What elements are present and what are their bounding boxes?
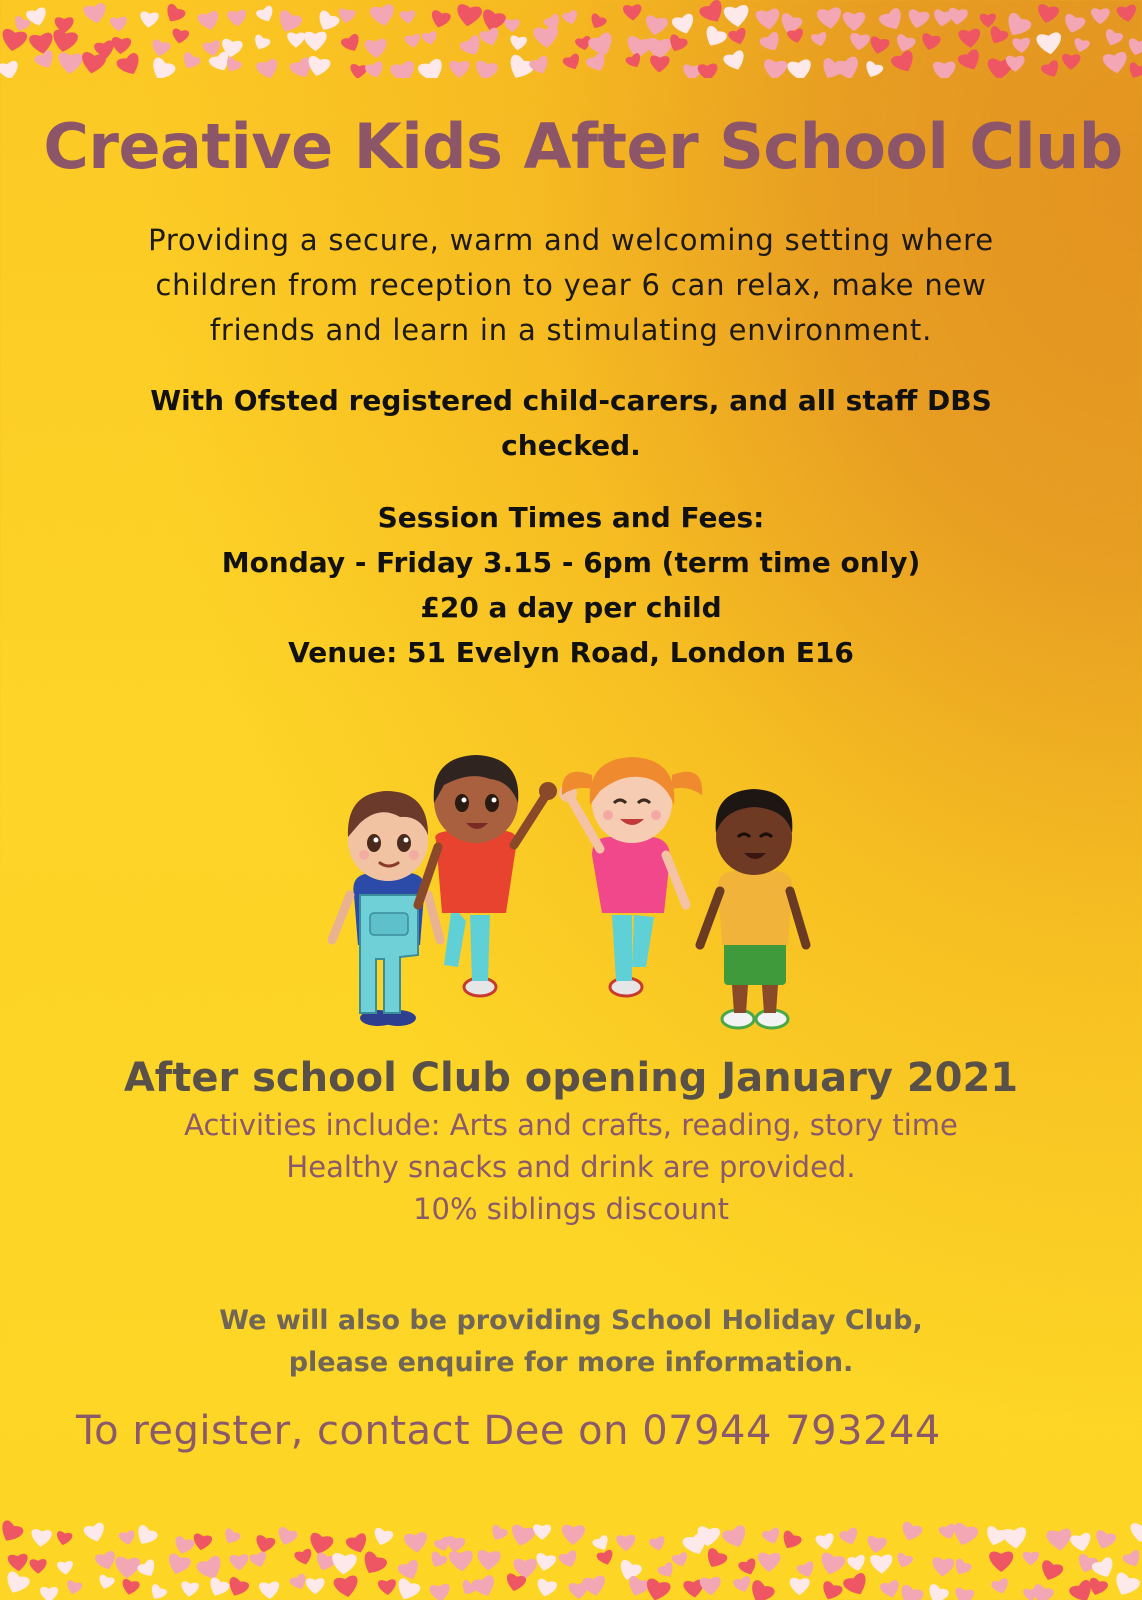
heart-icon	[796, 1560, 817, 1580]
heart-icon	[331, 1553, 357, 1576]
heart-icon	[616, 1535, 636, 1552]
heart-icon	[671, 1551, 690, 1569]
heart-icon	[294, 1548, 315, 1567]
heart-icon	[110, 16, 128, 32]
heart-icon	[894, 33, 917, 54]
heart-icon	[192, 1533, 213, 1552]
heart-icon	[558, 1549, 580, 1570]
heart-icon	[931, 1557, 954, 1578]
heart-icon	[842, 1572, 871, 1600]
hearts-border-top	[0, 0, 1142, 78]
heart-icon	[255, 5, 276, 25]
heart-icon	[449, 61, 469, 78]
sessions-heading: Session Times and Fees:	[377, 501, 765, 534]
heart-icon	[287, 32, 305, 48]
heart-icon	[55, 1531, 73, 1547]
heart-icon	[1002, 1527, 1028, 1550]
heart-icon	[306, 1578, 325, 1594]
heart-icon	[648, 1536, 666, 1553]
heart-icon	[120, 1578, 140, 1596]
heart-icon	[818, 1552, 846, 1578]
four-children-illustration	[320, 745, 830, 1045]
heart-icon	[1023, 1552, 1039, 1566]
heart-icon	[358, 1550, 388, 1579]
heart-icon	[30, 1559, 47, 1574]
heart-icon	[255, 58, 280, 78]
heart-icon	[533, 1524, 551, 1540]
heart-icon	[561, 1525, 585, 1546]
heart-icon	[697, 63, 718, 78]
heart-icon	[1062, 54, 1081, 70]
intro-line: children from reception to year 6 can relax, make new	[155, 268, 987, 302]
heart-icon	[429, 1583, 451, 1600]
heart-icon	[1040, 59, 1063, 78]
heart-icon	[94, 1550, 118, 1572]
heart-icon	[1046, 1528, 1073, 1552]
heart-icon	[1038, 1559, 1065, 1584]
heart-icon	[1126, 38, 1142, 58]
heart-icon	[1116, 4, 1138, 23]
heart-icon	[111, 37, 132, 55]
heart-icon	[623, 4, 643, 21]
heart-icon	[758, 1553, 781, 1573]
heart-icon	[162, 3, 187, 26]
heart-icon	[393, 1577, 421, 1600]
heart-icon	[1111, 1571, 1142, 1600]
heart-icon	[816, 7, 843, 31]
heart-icon	[898, 1521, 923, 1544]
heart-icon	[779, 1529, 803, 1552]
heart-icon	[345, 1532, 371, 1556]
heart-icon	[259, 1581, 280, 1599]
heart-icon	[596, 1549, 616, 1567]
heart-icon	[57, 52, 83, 75]
contact-line: To register, contact Dee on 07944 793244	[76, 1408, 941, 1454]
holiday-club-note	[0, 1300, 1142, 1384]
heart-icon	[722, 49, 748, 73]
heart-icon	[723, 4, 750, 28]
heart-icon	[957, 48, 985, 74]
heart-icon	[953, 1587, 974, 1600]
ofsted-statement	[0, 378, 1142, 468]
heart-icon	[33, 49, 57, 72]
heart-icon	[2, 1570, 31, 1597]
heart-icon	[1091, 8, 1110, 24]
heart-icon	[378, 1579, 397, 1596]
heart-icon	[906, 8, 930, 30]
heart-icon	[417, 58, 447, 78]
heart-icon	[1122, 1549, 1142, 1570]
heart-icon	[369, 3, 396, 28]
ofsted-line: checked.	[501, 429, 641, 462]
heart-icon	[1036, 3, 1060, 25]
heart-icon	[427, 1550, 448, 1570]
heart-icon	[810, 31, 828, 48]
heart-icon	[587, 12, 607, 31]
holiday-line: We will also be providing School Holiday Club,	[219, 1305, 923, 1336]
heart-icon	[1130, 1523, 1142, 1543]
heart-icon	[249, 1551, 269, 1570]
heart-icon	[404, 1532, 429, 1554]
heart-icon	[504, 19, 520, 32]
venue: Venue: 51 Evelyn Road, London E16	[288, 636, 854, 669]
heart-icon	[251, 34, 271, 53]
heart-icon	[991, 1577, 1011, 1596]
heart-icon	[702, 1547, 728, 1572]
session-times: Monday - Friday 3.15 - 6pm (term time only)	[221, 546, 921, 579]
heart-icon	[389, 60, 417, 78]
heart-icon	[562, 53, 583, 73]
heart-icon	[699, 1576, 721, 1595]
heart-icon	[65, 1580, 83, 1597]
heart-icon	[815, 1533, 836, 1552]
heart-icon	[147, 1583, 168, 1600]
ofsted-line: With Ofsted registered child-carers, and all staff DBS	[150, 384, 992, 417]
intro-line: Providing a secure, warm and welcoming setting where	[148, 223, 994, 257]
heart-icon	[947, 7, 968, 26]
heart-icon	[561, 9, 579, 26]
heart-icon	[404, 33, 422, 49]
heart-icon	[582, 1575, 607, 1597]
heart-icon	[863, 60, 885, 78]
heart-icon	[727, 27, 749, 47]
heart-icon	[254, 1534, 276, 1554]
session-details	[0, 495, 1142, 675]
activities-line: Healthy snacks and drink are provided.	[286, 1150, 856, 1184]
heart-icon	[40, 1587, 58, 1600]
activities-list	[0, 1104, 1142, 1230]
heart-icon	[509, 1524, 536, 1549]
child-1-figure	[332, 791, 440, 1026]
heart-icon	[421, 31, 438, 47]
heart-icon	[0, 60, 20, 78]
heart-icon	[147, 56, 177, 78]
heart-icon	[397, 1559, 423, 1583]
heart-icon	[139, 11, 159, 29]
heart-icon	[7, 1553, 28, 1572]
heart-icon	[97, 1574, 116, 1591]
heart-icon	[878, 7, 907, 35]
heart-icon	[761, 1527, 782, 1547]
heart-icon	[980, 14, 996, 28]
heart-icon	[30, 1529, 52, 1548]
heart-icon	[1069, 1532, 1093, 1553]
heart-icon	[0, 28, 28, 53]
child-4-figure	[700, 789, 806, 1028]
heart-icon	[643, 15, 668, 38]
heart-icon	[83, 2, 109, 25]
heart-icon	[958, 28, 982, 49]
heart-icon	[195, 1554, 226, 1583]
heart-icon	[400, 10, 417, 25]
heart-icon	[535, 1578, 558, 1599]
heart-icon	[933, 61, 956, 78]
heart-icon	[478, 27, 501, 49]
activities-line: Activities include: Arts and crafts, reading, story time	[184, 1108, 958, 1142]
heart-icon	[989, 1551, 1013, 1572]
activities-line: 10% siblings discount	[413, 1192, 729, 1226]
heart-icon	[429, 9, 452, 30]
heart-icon	[476, 1550, 501, 1571]
heart-icon	[879, 1579, 902, 1600]
heart-icon	[372, 1527, 395, 1548]
heart-icon	[894, 1552, 913, 1570]
opening-announcement: After school Club opening January 2021	[123, 1055, 1019, 1101]
heart-icon	[274, 9, 303, 36]
heart-icon	[364, 60, 386, 78]
heart-icon	[180, 1581, 199, 1598]
heart-icon	[364, 38, 388, 59]
heart-icon	[80, 51, 107, 75]
heart-icon	[275, 1526, 299, 1548]
heart-icon	[333, 1575, 360, 1599]
child-2-figure	[418, 755, 557, 996]
heart-icon	[1072, 37, 1090, 54]
heart-icon	[787, 59, 813, 78]
heart-icon	[133, 1524, 159, 1549]
heart-icon	[789, 1578, 810, 1596]
heart-icon	[150, 39, 172, 59]
heart-icon	[340, 33, 363, 55]
heart-icon	[1102, 28, 1124, 48]
hearts-border-bottom	[0, 1520, 1142, 1600]
heart-icon	[897, 1584, 925, 1600]
heart-icon	[197, 10, 222, 32]
heart-icon	[57, 1561, 74, 1576]
hearts-border-icon	[0, 0, 1142, 78]
heart-icon	[1036, 32, 1063, 56]
heart-icon	[445, 1536, 465, 1554]
heart-icon	[838, 1527, 860, 1548]
heart-icon	[471, 1574, 499, 1599]
page-title: Creative Kids After School Club	[43, 110, 1123, 183]
heart-icon	[114, 1556, 140, 1579]
heart-icon	[925, 1583, 950, 1600]
heart-icon	[657, 1561, 678, 1581]
heart-icon	[455, 3, 483, 28]
heart-icon	[337, 8, 355, 24]
heart-icon	[221, 1527, 242, 1547]
heart-icon	[229, 1554, 249, 1571]
heart-icon	[866, 1535, 888, 1554]
heart-icon	[115, 52, 144, 78]
heart-icon	[1093, 1529, 1117, 1551]
heart-icon	[755, 8, 781, 31]
heart-icon	[986, 25, 1010, 47]
intro-line: friends and learn in a stimulating environment.	[209, 313, 933, 347]
heart-icon	[1102, 51, 1129, 75]
heart-icon	[721, 1524, 750, 1551]
heart-icon	[758, 31, 783, 55]
heart-icon	[1012, 37, 1030, 53]
heart-icon	[449, 1550, 474, 1572]
heart-icon	[534, 1552, 557, 1573]
intro-paragraph	[0, 218, 1142, 353]
heart-icon	[849, 32, 871, 51]
heart-icon	[819, 1580, 844, 1600]
heart-icon	[179, 51, 201, 72]
heart-icon	[83, 1522, 108, 1544]
heart-icon	[50, 29, 78, 54]
heart-icon	[206, 1576, 231, 1599]
heart-icon	[649, 55, 669, 73]
hearts-border-icon	[0, 1520, 1142, 1600]
heart-icon	[118, 1530, 136, 1547]
heart-icon	[701, 24, 728, 50]
heart-icon	[528, 55, 552, 77]
heart-icon	[646, 38, 672, 61]
heart-icon	[671, 13, 697, 37]
heart-icon	[843, 12, 865, 31]
heart-icon	[349, 64, 367, 78]
heart-icon	[585, 51, 610, 74]
heart-icon	[746, 1579, 776, 1600]
holiday-line: please enquire for more information.	[288, 1347, 854, 1378]
heart-icon	[890, 49, 919, 76]
heart-icon	[227, 9, 247, 27]
heart-icon	[847, 1554, 868, 1573]
heart-icon	[870, 1554, 893, 1574]
heart-icon	[473, 60, 498, 78]
heart-icon	[488, 1524, 509, 1544]
heart-icon	[304, 31, 327, 51]
heart-icon	[509, 35, 527, 51]
heart-icon	[1062, 13, 1087, 36]
child-3-figure	[559, 757, 702, 996]
heart-icon	[165, 1553, 192, 1578]
heart-icon	[513, 1559, 536, 1579]
heart-icon	[951, 1557, 973, 1578]
heart-icon	[533, 26, 559, 49]
heart-icon	[762, 59, 787, 78]
heart-icon	[314, 9, 341, 34]
heart-icon	[172, 1535, 195, 1556]
heart-icon	[698, 0, 728, 27]
session-fee: £20 a day per child	[420, 591, 722, 624]
heart-icon	[1126, 61, 1142, 78]
heart-icon	[732, 1575, 753, 1594]
heart-icon	[920, 32, 942, 52]
heart-icon	[0, 1520, 25, 1546]
heart-icon	[868, 36, 890, 56]
heart-icon	[737, 1557, 759, 1577]
heart-icon	[171, 28, 190, 45]
